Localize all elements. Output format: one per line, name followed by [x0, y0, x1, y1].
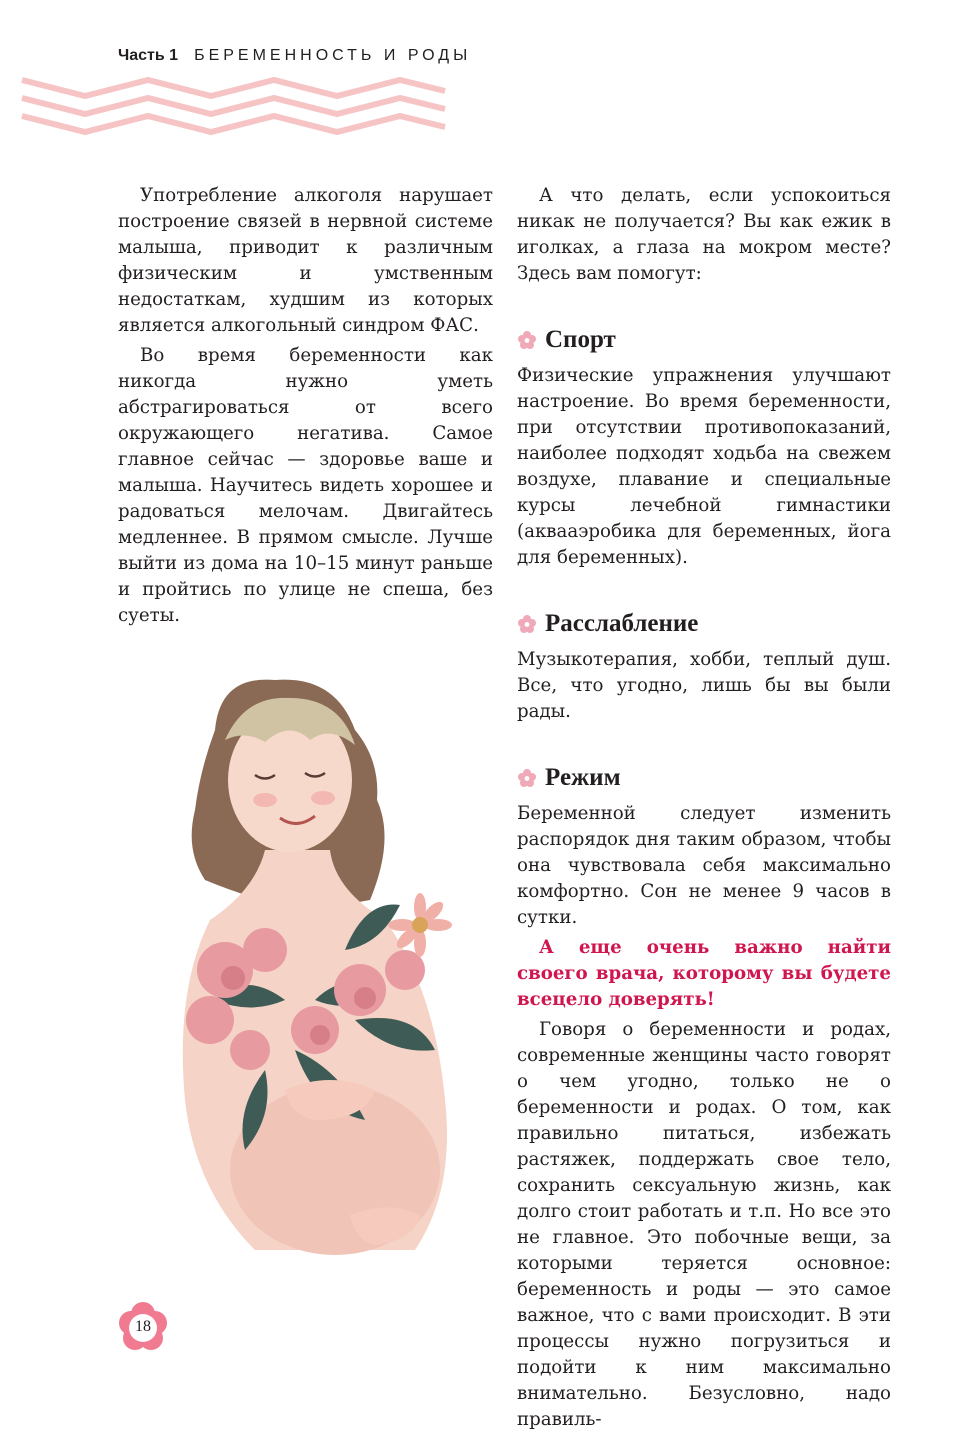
- part-title: БЕРЕМЕННОСТЬ И РОДЫ: [194, 47, 472, 64]
- section-heading-regime: [517, 763, 891, 793]
- right-column: [517, 183, 891, 1433]
- body-paragraph: Употребление алкоголя нарушает построение связей в нервной системе малыша, приводит к различным физическим и умственным недостаткам, худшим из которых является алкогольный синдром ФАС.: [118, 185, 493, 336]
- flower-icon: [517, 330, 537, 350]
- intro-paragraph: А что делать, если успокоиться никак не получается? Вы как ежик в иголках, а глаза на мокром месте? Здесь вам помогут:: [517, 185, 891, 284]
- pregnant-woman-with-bouquet-illustration: [115, 670, 500, 1280]
- section-heading-text: Спорт: [545, 326, 616, 353]
- page-number: 18: [135, 1318, 151, 1335]
- section-heading-relax: [517, 609, 891, 639]
- section-text: Физические упражнения улучшают настроение. Во время беременности, при отсутствии противопоказаний, наиболее подходят ходьба на свежем воздухе, плавание и специальные курсы лечебной гимнастики (аквааэробика для беременных, йога для беременных).: [517, 365, 891, 568]
- body-paragraph: Во время беременности как никогда нужно уметь абстрагироваться от всего окружающего негатива. Самое главное сейчас — здоровье ваше и малыша. Научитесь видеть хорошее и радоваться мелочам. Двигайтесь медленнее. В прямом смысле. Лучше выйти из дома на 10–15 минут раньше и пройтись по улице не спеша, без суеты.: [118, 345, 493, 626]
- page-number-badge: [118, 1302, 168, 1352]
- running-header: [118, 42, 471, 70]
- left-column: [118, 183, 493, 629]
- closing-paragraph: Говоря о беременности и родах, современные женщины часто говорят о чем угодно, только не о беременности и родах. О том, как правильно питаться, избежать растяжек, поддержать свое тело, сохранить сексуальную жизнь, как долго стоит работать и т.п. Но все это не главное. Это побочные вещи, за которыми теряется основное: беременность и роды — это самое важное, что с вами происходит. В эти процессы нужно погрузиться и подойти к ним максимально внимательно. Безусловно, надо правиль-: [517, 1019, 891, 1430]
- section-text: Музыкотерапия, хобби, теплый душ. Все, что угодно, лишь бы вы были рады.: [517, 649, 891, 722]
- part-label: Часть 1: [118, 47, 179, 64]
- section-heading-text: Режим: [545, 764, 621, 791]
- flower-icon: [517, 614, 537, 634]
- section-text: Беременной следует изменить распорядок дня таким образом, чтобы она чувствовала себя максимально комфортно. Сон не менее 9 часов в сутки.: [517, 803, 891, 928]
- highlight-text: А еще очень важно найти своего врача, которому вы будете всецело доверять!: [517, 937, 891, 1010]
- flower-icon: [517, 768, 537, 788]
- zigzag-decoration: [0, 70, 450, 140]
- section-heading-sport: [517, 325, 891, 355]
- section-heading-text: Расслабление: [545, 610, 699, 637]
